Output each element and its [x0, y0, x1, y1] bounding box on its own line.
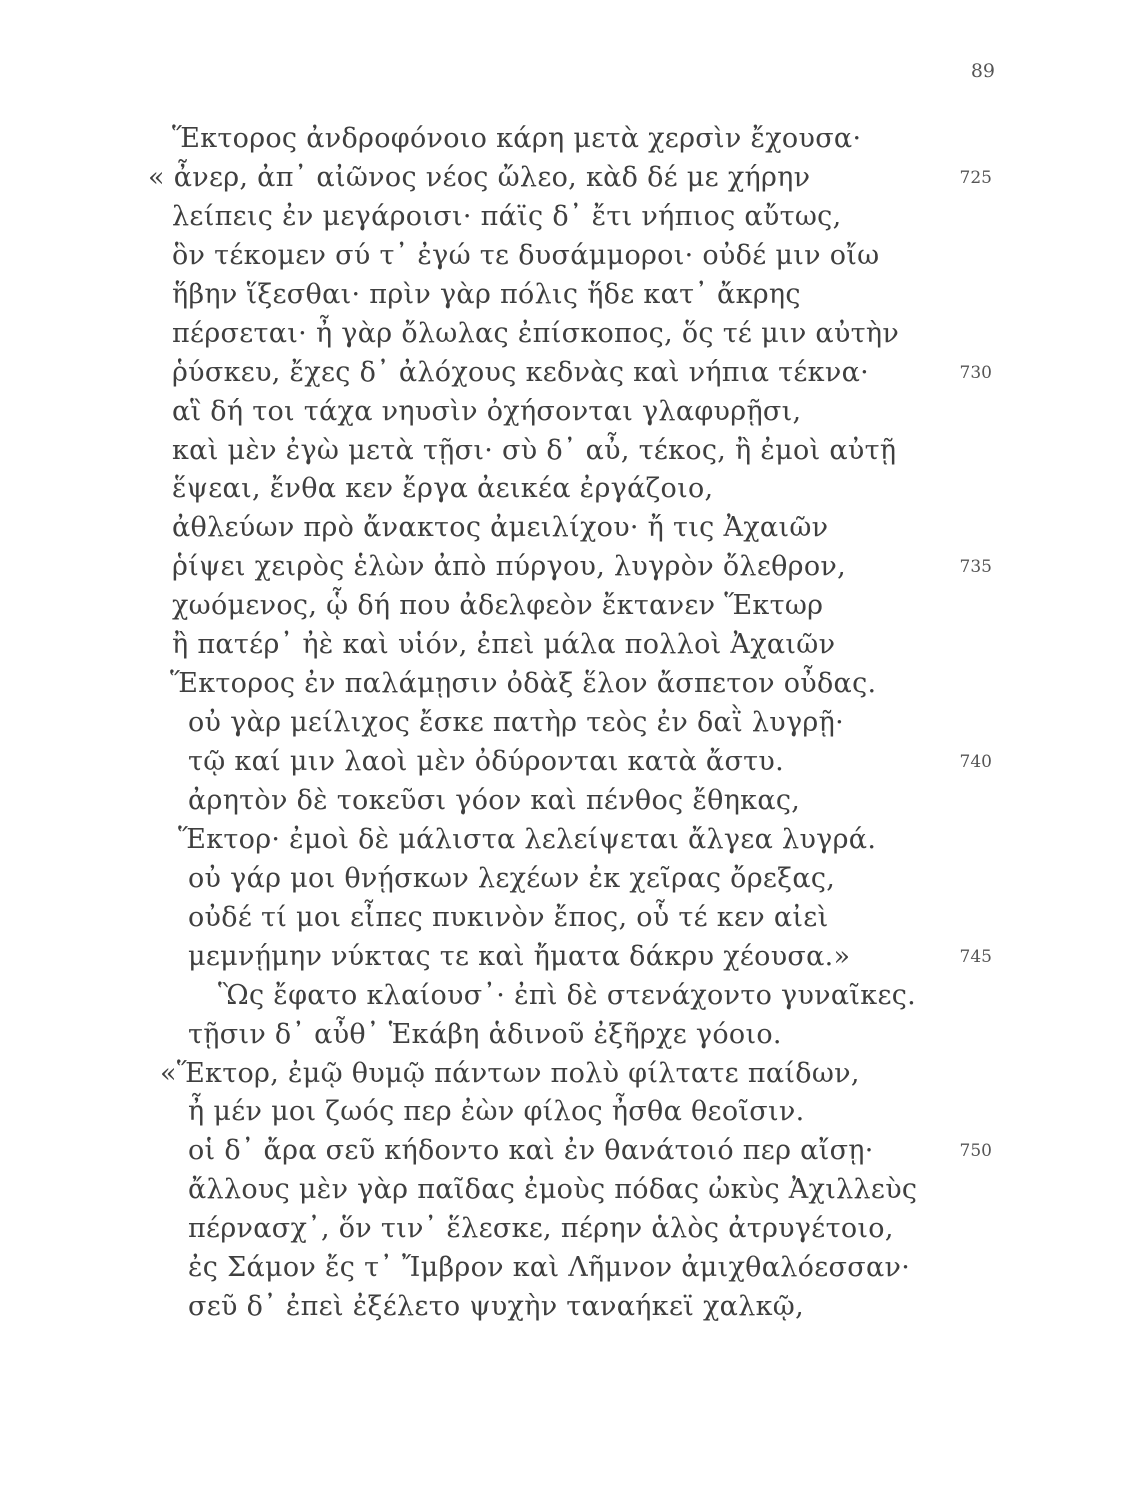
- verse-line: [0, 276, 1146, 315]
- line-number: 745: [959, 946, 992, 967]
- verse-line: [0, 198, 1146, 237]
- verse-line: [0, 1093, 1146, 1132]
- verse-line: [0, 393, 1146, 432]
- verse-line-text: σεῦ δ᾽ ἐπεὶ ἐξέλετο ψυχὴν ταναήκεϊ χαλκῷ,: [188, 1291, 804, 1323]
- verse-line-text: τῷ καί μιν λαοὶ μὲν ὀδύρονται κατὰ ἄστυ.: [188, 746, 785, 777]
- verse-line-text: καὶ μὲν ἐγὼ μετὰ τῇσι· σὺ δ᾽ αὖ, τέκος, ἢ ἐμοὶ αὐτῇ: [172, 434, 897, 466]
- verse-line-text: ἀθλεύων πρὸ ἄνακτος ἀμειλίχου· ἤ τις Ἀχαιῶν: [172, 512, 829, 544]
- verse-line-text: Ὣς ἔφατο κλαίουσ᾽· ἐπὶ δὲ στενάχοντο γυναῖκες.: [218, 979, 917, 1011]
- verse-line: [0, 1288, 1146, 1327]
- verse-line-text: τῇσιν δ᾽ αὖθ᾽ Ἑκάβη ἁδινοῦ ἐξῆρχε γόοιο.: [188, 1018, 782, 1050]
- verse-line: [0, 626, 1146, 665]
- verse-line: [0, 1249, 1146, 1288]
- verse-line: [0, 432, 1146, 471]
- line-number: 725: [959, 167, 992, 188]
- verse-line: [0, 704, 1146, 743]
- verse-line: [0, 743, 1146, 782]
- verse-line: [0, 120, 1146, 159]
- verse-line-text: οἱ δ᾽ ἄρα σεῦ κήδοντο καὶ ἐν θανάτοιό περ αἴσῃ·: [188, 1135, 874, 1167]
- verse-line-text: ῥίψει χειρὸς ἑλὼν ἀπὸ πύργου, λυγρὸν ὄλεθρον,: [172, 551, 847, 583]
- verse-line-text: ἄλλους μὲν γὰρ παῖδας ἐμοὺς πόδας ὠκὺς Ἀχιλλεὺς: [188, 1174, 918, 1206]
- verse-line-text: λείπεις ἐν μεγάροισι· πάϊς δ᾽ ἔτι νήπιος αὔτως,: [172, 200, 842, 232]
- verse-line-text: ἢ πατέρ᾽ ἠὲ καὶ υἱόν, ἐπεὶ μάλα πολλοὶ Ἀχαιῶν: [172, 629, 836, 661]
- verse-line: [0, 821, 1146, 860]
- verse-line-text: ῥύσκευ, ἔχες δ᾽ ἀλόχους κεδνὰς καὶ νήπια τέκνα·: [172, 356, 869, 388]
- verse-line-text: ἕψεαι, ἔνθα κεν ἔργα ἀεικέα ἐργάζοιο,: [172, 473, 714, 505]
- verse-line-text: ἥβην ἵξεσθαι· πρὶν γὰρ πόλις ἥδε κατ᾽ ἄκρης: [172, 278, 801, 310]
- verse-line: [0, 315, 1146, 354]
- verse-line-text: οὐ γάρ μοι θνῄσκων λεχέων ἐκ χεῖρας ὄρεξας,: [188, 862, 836, 894]
- verse-line-text: ἦ μέν μοι ζωός περ ἐὼν φίλος ἦσθα θεοῖσιν.: [188, 1096, 805, 1128]
- verse-line: [0, 509, 1146, 548]
- verse-line-text: «Ἕκτορ, ἐμῷ θυμῷ πάντων πολὺ φίλτατε παίδων,: [160, 1057, 860, 1089]
- line-number: 740: [959, 752, 992, 772]
- verse-line-text: μεμνῄμην νύκτας τε καὶ ἤματα δάκρυ χέουσα.»: [188, 940, 851, 972]
- verse-line: [0, 938, 1146, 977]
- verse-line: [0, 1171, 1146, 1210]
- verse-line: [0, 470, 1146, 509]
- verse-line-text: ἐς Σάμον ἔς τ᾽ Ἴμβρον καὶ Λῆμνον ἀμιχθαλόεσσαν·: [188, 1252, 911, 1284]
- verse-line: [0, 860, 1146, 899]
- verse-line-text: οὐδέ τί μοι εἶπες πυκινὸν ἔπος, οὗ τέ κεν αἰεὶ: [188, 901, 829, 933]
- verse-line-text: αἳ δή τοι τάχα νηυσὶν ὀχήσονται γλαφυρῇσι,: [172, 395, 802, 427]
- page-number: 89: [970, 60, 995, 82]
- verse-line: [0, 587, 1146, 626]
- verse-line-text: πέρσεται· ἦ γὰρ ὄλωλας ἐπίσκοπος, ὅς τέ μιν αὐτὴν: [172, 317, 900, 349]
- verse-line: [0, 1055, 1146, 1094]
- verse-line: [0, 1016, 1146, 1055]
- verse-line: [0, 782, 1146, 821]
- verse-line-text: « ἆνερ, ἀπ᾽ αἰῶνος νέος ὤλεο, κὰδ δέ με χήρην: [148, 161, 811, 193]
- verse-line: [0, 548, 1146, 587]
- line-number: 750: [959, 1141, 992, 1162]
- verse-line: [0, 159, 1146, 198]
- line-number: 735: [959, 557, 992, 578]
- verse-line-text: Ἕκτορ· ἐμοὶ δὲ μάλιστα λελείψεται ἄλγεα λυγρά.: [178, 823, 877, 855]
- verse-line-text: οὐ γὰρ μείλιχος ἔσκε πατὴρ τεὸς ἐν δαῒ λυγρῇ·: [188, 707, 844, 739]
- verse-block: [0, 120, 1146, 1327]
- verse-line: [0, 665, 1146, 704]
- verse-line-text: χωόμενος, ᾧ δή που ἀδελφεὸν ἔκτανεν Ἕκτωρ: [172, 590, 824, 622]
- line-number: 730: [959, 362, 992, 383]
- verse-line-text: ὃν τέκομεν σύ τ᾽ ἐγώ τε δυσάμμοροι· οὐδέ μιν οἴω: [172, 239, 880, 271]
- verse-line-text: πέρνασχ᾽, ὅν τιν᾽ ἕλεσκε, πέρην ἁλὸς ἀτρυγέτοιο,: [188, 1213, 894, 1245]
- verse-line: [0, 1210, 1146, 1249]
- verse-line-text: ἀρητὸν δὲ τοκεῦσι γόον καὶ πένθος ἔθηκας,: [188, 784, 801, 816]
- verse-line-text: Ἕκτορος ἀνδροφόνοιο κάρη μετὰ χερσὶν ἔχουσα·: [172, 123, 862, 154]
- verse-line: [0, 1132, 1146, 1171]
- verse-line-text: Ἕκτορος ἐν παλάμῃσιν ὀδὰξ ἕλον ἄσπετον οὖδας.: [170, 668, 877, 700]
- verse-line: [0, 977, 1146, 1016]
- verse-line: [0, 899, 1146, 938]
- verse-line: [0, 354, 1146, 393]
- verse-line: [0, 237, 1146, 276]
